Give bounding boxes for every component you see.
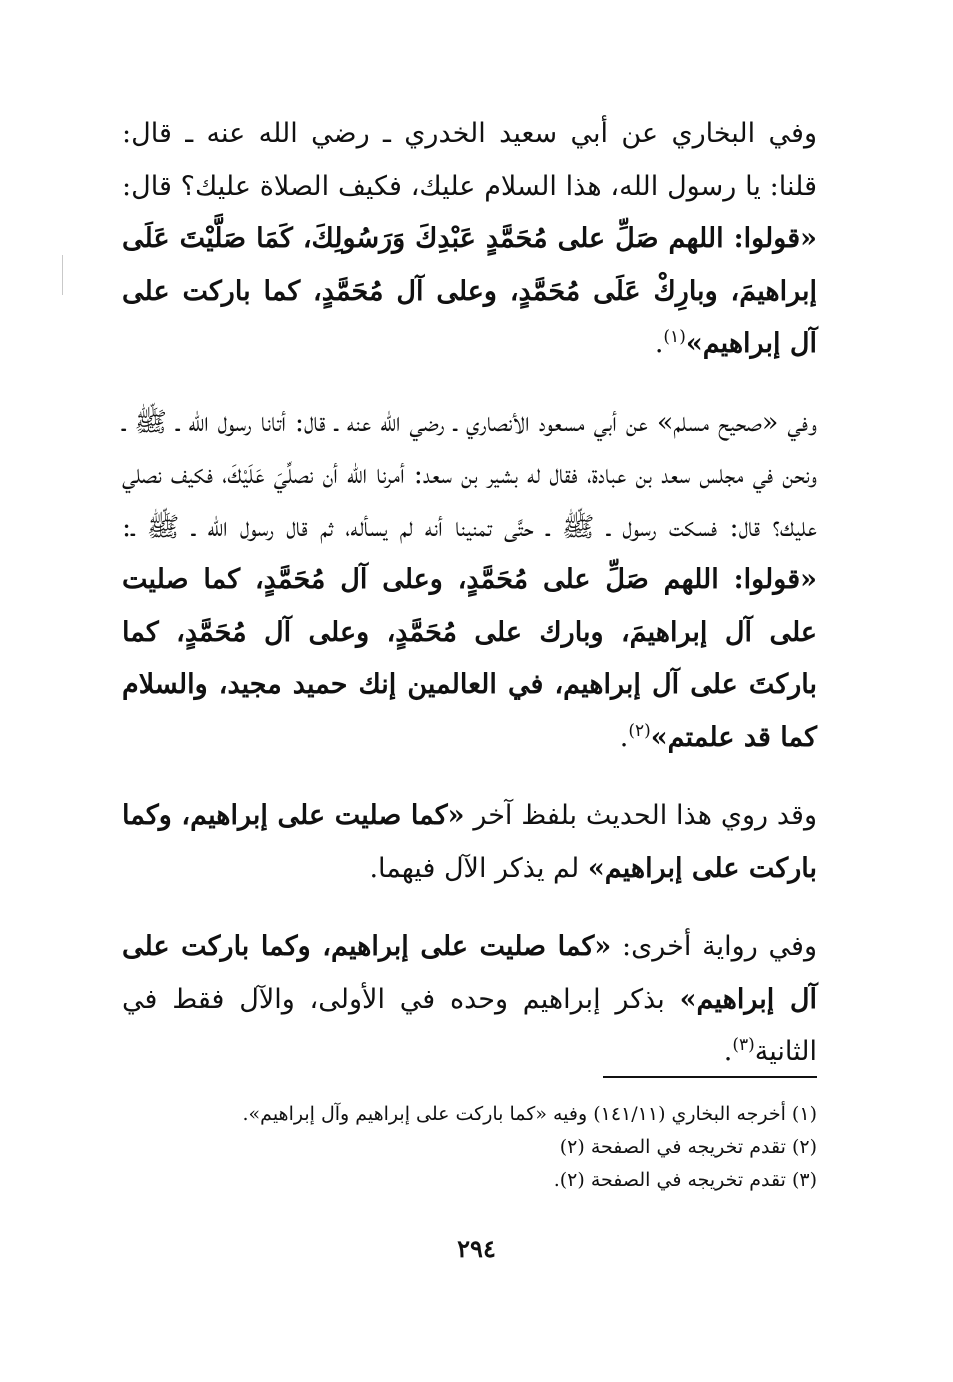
page-body	[122, 108, 817, 1079]
footnote-reference[interactable]: (٢)	[628, 720, 651, 741]
footnote-reference[interactable]: (١)	[663, 327, 686, 347]
paragraph-bukhari-hadith	[122, 108, 817, 371]
paragraph-text: وفي رواية أخرى:	[611, 931, 817, 962]
paragraph-text: وقد روي هذا الحديث بلفظ آخر	[464, 800, 817, 831]
sentence-end: .	[619, 721, 629, 753]
paragraph-text: لم يذكر الآل فيهما.	[369, 852, 588, 884]
hadith-quote: «كما صليت على إبراهيم، وكما باركت على آل إبراهيم»	[122, 931, 817, 1015]
footnote-2: (٢) تقدم تخريجه في الصفحة (٢)	[559, 1136, 817, 1158]
paragraph-muslim-hadith	[122, 397, 817, 765]
footnote-divider	[603, 1076, 817, 1078]
hadith-quote: «قولوا: اللهم صَلِّ على مُحَمَّدٍ عَبْدِكَ وَرَسُولِكَ، كَمَا صَلَّيْتَ عَلَى إبراهيمَ، وبارِكْ عَلَى مُحَمَّدٍ، وعلى آل مُحَمَّدٍ، كما باركت على آل إبراهيم»	[122, 223, 817, 359]
hadith-quote: «قولوا: اللهم صَلِّ على مُحَمَّدٍ، وعلى آل مُحَمَّدٍ، كما صليت على آل إبراهيمَ، وبارك على مُحَمَّدٍ، وعلى آل مُحَمَّدٍ، كما باركتَ على آل إبراهيم، في العالمين إنك حميد مجيد، والسلام كما قد علمتم»	[122, 564, 817, 753]
margin-mark	[62, 255, 63, 295]
paragraph-text: وفي البخاري عن أبي سعيد الخدري ـ رضي الله عنه ـ قال: قلنا: يا رسول الله، هذا السلام عليك، فكيف الصلاة عليك؟ قال:	[122, 118, 817, 202]
footnotes	[122, 1098, 817, 1197]
page-number: ٢٩٤	[457, 1234, 496, 1263]
paragraph-other-wording	[122, 790, 817, 895]
sentence-end: .	[654, 328, 664, 359]
footnote-1: (١) أخرجه البخاري (١٤١/١١) وفيه «كما باركت على إبراهيم وآل إبراهيم».	[242, 1103, 817, 1125]
paragraph-text: بذكر إبراهيم وحده في الأولى، والآل فقط في الثانية	[122, 983, 817, 1067]
footnote-reference[interactable]: (٣)	[732, 1035, 755, 1055]
hadith-quote: «كما صليت على إبراهيم، وكما باركت على إبراهيم»	[122, 800, 817, 884]
paragraph-text: وفي «صحيح مسلم» عن أبي مسعود الأنصاري ـ رضي الله عنه ـ قال: أتانا رسول الله ـ ﷺ ـ ونحن في مجلس سعد بن عبادة، فقال له بشير بن سعد: أمرنا الله أن نصلِّيَ عَلَيْكَ، فكيف نصلي عليك؟ قال: فسكت رسول ـ ﷺ ـ حتَّى تمنينا أنه لم يسأله، ثم قال رسول الله ـ ﷺ ـ:	[122, 406, 817, 543]
sentence-end: .	[723, 1036, 733, 1067]
paragraph-another-narration	[122, 921, 817, 1079]
footnote-3: (٣) تقدم تخريجه في الصفحة (٢).	[553, 1169, 817, 1191]
